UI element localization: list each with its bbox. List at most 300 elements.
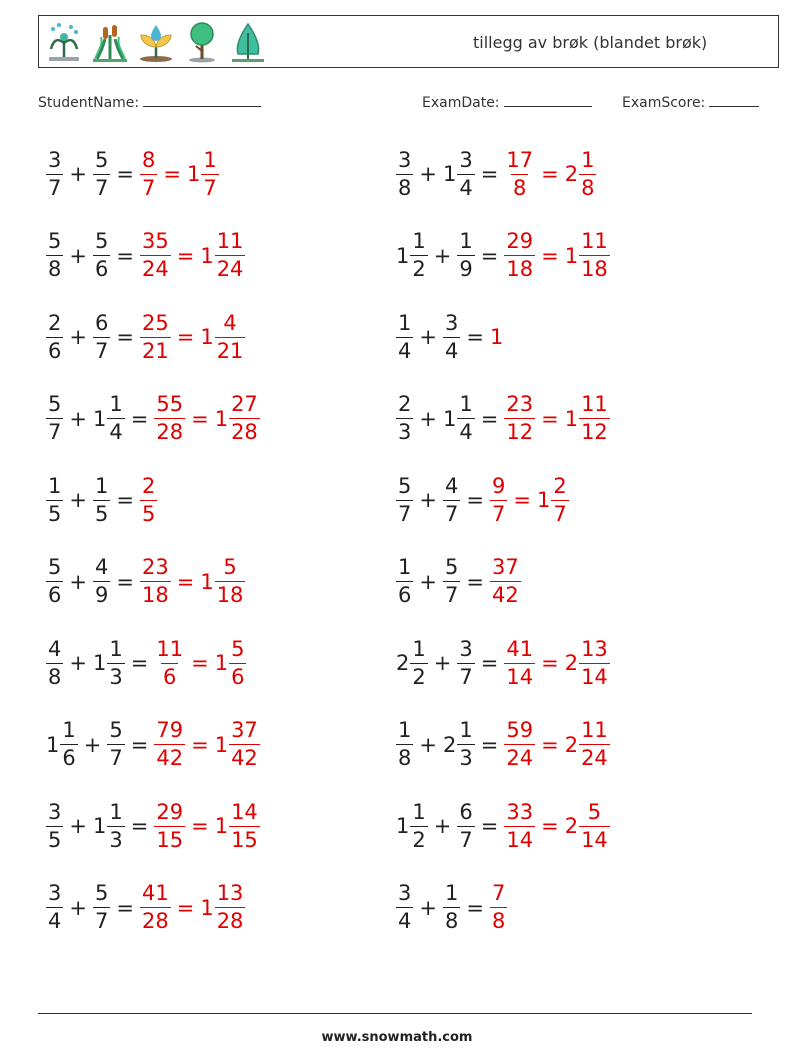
addend-a-whole: 2 (396, 651, 410, 675)
addend-a-fraction-numerator: 3 (48, 799, 62, 824)
answer-improper (154, 636, 185, 689)
answer-improper (504, 394, 535, 443)
answer-mixed-fraction-denominator: 28 (216, 909, 244, 933)
plus-sign: + (69, 895, 87, 920)
answer-improper-numerator: 25 (141, 310, 169, 335)
equals-sign: = (466, 569, 484, 594)
addend-a-fraction (396, 310, 413, 363)
answer (154, 799, 259, 852)
round-tree-icon (183, 21, 221, 63)
addend-a-fraction (410, 231, 427, 280)
addend-a (46, 636, 63, 689)
answer-mixed (200, 557, 245, 606)
answer-mixed-fraction-denominator: 7 (203, 175, 217, 200)
answer-mixed-fraction-denominator: 14 (581, 827, 608, 852)
answer-improper (490, 473, 507, 526)
answer-mixed-whole: 2 (564, 732, 579, 757)
answer-mixed-fraction-numerator: 1 (581, 147, 595, 172)
answer-mixed-fraction-denominator: 15 (231, 827, 258, 852)
answer-mixed (564, 636, 610, 689)
addend-b (443, 883, 460, 932)
answer (140, 883, 245, 932)
addend-a-fraction (396, 147, 413, 200)
problem-9 (46, 470, 157, 530)
answer-improper (504, 231, 535, 280)
addend-b (443, 394, 475, 443)
equals-sign: = (116, 488, 134, 512)
answer-improper-numerator: 41 (141, 881, 169, 905)
answer-improper (154, 720, 185, 769)
exam-date-field[interactable] (422, 93, 592, 111)
addend-a (46, 557, 63, 606)
addend-b-whole: 1 (92, 814, 107, 838)
addend-a-fraction-denominator: 7 (398, 501, 412, 526)
answer (490, 473, 569, 526)
plus-sign: + (419, 732, 437, 757)
answer (154, 720, 259, 769)
addend-a-fraction-denominator: 2 (412, 257, 426, 281)
problem-4 (396, 226, 610, 286)
addend-b-fraction-numerator: 1 (109, 799, 123, 824)
addend-b-fraction (93, 883, 110, 932)
equals-sign: = (130, 406, 149, 431)
addend-a-fraction (46, 147, 63, 200)
problem-6 (396, 307, 504, 367)
plus-sign: + (69, 651, 87, 675)
answer (504, 636, 609, 689)
addend-b-fraction-numerator: 6 (459, 799, 473, 824)
footer-divider (38, 1013, 752, 1014)
addend-b-fraction (457, 394, 474, 443)
answer-improper-denominator: 42 (491, 583, 519, 607)
addend-b (442, 147, 475, 200)
addend-b-fraction-denominator: 4 (459, 420, 473, 444)
answer-mixed-whole: 2 (564, 814, 579, 838)
problem-1 (46, 144, 219, 204)
problem-8 (396, 389, 610, 449)
answer-improper-denominator: 8 (491, 909, 506, 933)
answer-mixed-fraction-denominator: 7 (553, 501, 567, 526)
student-name-line[interactable] (143, 93, 261, 107)
equals-sign: = (116, 162, 134, 186)
addend-a-whole: 1 (46, 732, 60, 757)
addend-a-whole: 1 (396, 243, 410, 268)
answer-improper (140, 473, 157, 526)
problem-16 (396, 715, 610, 775)
answer-mixed-whole: 1 (200, 325, 214, 349)
equals-sign: = (116, 325, 134, 349)
answer-mixed-fraction-numerator: 4 (223, 310, 237, 335)
answer-improper-numerator: 17 (506, 147, 534, 172)
addend-b-fraction-numerator: 5 (94, 881, 109, 905)
addend-a-fraction (46, 883, 63, 932)
answer-improper-numerator: 23 (141, 555, 169, 579)
plus-sign: + (69, 406, 87, 431)
addend-b-fraction (443, 310, 460, 363)
addend-b-whole: 1 (442, 162, 457, 186)
addend-a-fraction (60, 720, 77, 769)
answer (504, 394, 609, 443)
plus-sign: + (419, 162, 437, 186)
answer-mixed-fraction (215, 231, 246, 280)
answer-mixed-fraction-numerator: 11 (581, 718, 608, 742)
addend-b-whole: 2 (442, 732, 457, 757)
addend-b-fraction (93, 147, 110, 200)
addend-b-fraction-denominator: 7 (459, 664, 473, 689)
plus-sign: + (69, 243, 87, 268)
addend-b-fraction (457, 720, 474, 769)
addend-a (396, 147, 413, 200)
answer-mixed-whole: 1 (214, 651, 229, 675)
answer-improper (490, 883, 507, 932)
addend-b-fraction-numerator: 3 (459, 636, 473, 661)
answer-mixed-fraction (215, 557, 246, 606)
answer-mixed (536, 473, 569, 526)
answer-improper-denominator: 6 (163, 664, 177, 689)
addend-b-fraction-denominator: 9 (459, 257, 473, 281)
student-name-field[interactable] (38, 93, 261, 111)
answer-improper-numerator: 29 (156, 799, 184, 824)
answer-mixed-fraction-denominator: 6 (231, 664, 245, 689)
addend-b-fraction (457, 231, 474, 280)
answer-mixed-fraction (579, 147, 596, 200)
answer-mixed-fraction-numerator: 13 (581, 636, 608, 661)
addend-b-fraction (107, 799, 124, 852)
answer-mixed-fraction-numerator: 11 (581, 392, 608, 416)
answer-improper (140, 147, 157, 200)
addend-a-fraction-denominator: 4 (398, 909, 412, 933)
answer-mixed-fraction (551, 473, 568, 526)
answer-improper-denominator: 24 (506, 746, 534, 770)
answer-mixed-fraction (579, 636, 610, 689)
problem-20 (396, 878, 507, 938)
answer-equals-sign: = (191, 814, 209, 838)
watering-plant-icon (45, 21, 83, 63)
addend-b-fraction (457, 799, 474, 852)
answer-improper-numerator: 7 (491, 881, 506, 905)
addend-b-fraction-denominator: 3 (109, 827, 123, 852)
addend-a-fraction-denominator: 4 (48, 909, 62, 933)
plus-sign: + (69, 325, 87, 349)
addend-a-fraction-numerator: 1 (398, 555, 412, 579)
addend-b (457, 799, 474, 852)
answer-mixed-whole: 2 (564, 162, 579, 186)
answer-improper-denominator: 15 (156, 827, 184, 852)
answer-whole: 1 (489, 325, 504, 349)
addend-b-fraction-denominator: 4 (444, 338, 459, 363)
equals-sign: = (480, 406, 499, 431)
answer-improper-numerator: 35 (141, 229, 169, 253)
addend-a (46, 394, 63, 443)
addend-b (93, 883, 110, 932)
addend-b-fraction-numerator: 1 (459, 718, 473, 742)
answer-improper-denominator: 7 (141, 175, 156, 200)
addend-a-fraction-denominator: 6 (48, 338, 62, 363)
addend-b (443, 720, 475, 769)
exam-score-line[interactable] (709, 93, 759, 107)
addend-a-fraction-numerator: 1 (398, 310, 412, 335)
addend-a-fraction (46, 557, 63, 606)
addend-a-fraction (410, 799, 427, 852)
equals-sign: = (116, 569, 134, 594)
answer-improper (154, 799, 185, 852)
addend-b-fraction (107, 394, 124, 443)
answer-equals-sign: = (191, 406, 209, 431)
addend-a-fraction-numerator: 1 (48, 473, 62, 498)
answer (504, 799, 609, 852)
addend-b-fraction-denominator: 7 (109, 746, 123, 770)
addend-b-fraction (457, 636, 474, 689)
addend-b (443, 310, 460, 363)
answer-mixed-fraction (229, 636, 246, 689)
answer-improper-denominator: 12 (506, 420, 534, 444)
addend-a-fraction-numerator: 5 (48, 229, 62, 253)
answer-improper-numerator: 23 (506, 392, 534, 416)
answer-equals-sign: = (176, 569, 195, 594)
addend-b-fraction (443, 557, 460, 606)
addend-b (107, 720, 124, 769)
answer-mixed (186, 147, 219, 200)
answer-equals-sign: = (176, 243, 195, 268)
answer-mixed-whole: 1 (214, 814, 229, 838)
exam-score-field[interactable] (622, 93, 759, 111)
addend-a-fraction (46, 394, 63, 443)
answer-equals-sign: = (541, 814, 559, 838)
answer-equals-sign: = (191, 732, 209, 757)
problem-18 (396, 796, 610, 856)
answer-mixed-fraction (229, 394, 260, 443)
problem-14 (396, 633, 610, 693)
answer-mixed-fraction (215, 883, 246, 932)
answer-improper-denominator: 42 (156, 746, 184, 770)
equals-sign: = (466, 488, 484, 512)
pine-tree-icon (229, 21, 267, 63)
answer-mixed-fraction (579, 799, 610, 852)
answer-improper-numerator: 37 (491, 555, 519, 579)
addend-a-fraction (46, 799, 63, 852)
addend-b-fraction-numerator: 6 (94, 310, 109, 335)
addend-b-fraction (107, 636, 124, 689)
problem-10 (396, 470, 569, 530)
addend-b-fraction (457, 147, 474, 200)
addend-b-fraction-numerator: 1 (109, 392, 123, 416)
answer-mixed-fraction-denominator: 18 (581, 257, 608, 281)
header-icons (45, 21, 267, 63)
answer-improper-denominator: 7 (491, 501, 506, 526)
addend-a-fraction-numerator: 4 (48, 636, 62, 661)
addend-a-fraction (396, 394, 413, 443)
answer-mixed-fraction-numerator: 14 (231, 799, 258, 824)
addend-a-fraction-numerator: 3 (48, 881, 62, 905)
addend-b-fraction-numerator: 5 (94, 147, 109, 172)
addend-a-fraction-numerator: 1 (412, 636, 426, 661)
addend-b-fraction-denominator: 7 (94, 338, 109, 363)
addend-a (396, 231, 428, 280)
answer-improper-denominator: 14 (506, 664, 534, 689)
addend-a-fraction-denominator: 8 (48, 664, 62, 689)
answer-improper (504, 636, 535, 689)
answer-mixed-fraction-numerator: 11 (581, 229, 608, 253)
addend-a-fraction-denominator: 8 (398, 175, 412, 200)
addend-b (93, 310, 110, 363)
equals-sign: = (480, 162, 499, 186)
answer-mixed-whole: 1 (214, 406, 229, 431)
answer-equals-sign: = (541, 162, 559, 186)
addend-a-fraction-numerator: 5 (48, 555, 62, 579)
addend-b-fraction-denominator: 6 (94, 257, 109, 281)
answer (140, 310, 245, 363)
addend-a-fraction-denominator: 6 (62, 746, 76, 770)
addend-a-fraction-denominator: 5 (48, 827, 62, 852)
plus-sign: + (419, 895, 437, 920)
answer (140, 147, 219, 200)
answer-mixed-fraction (579, 720, 610, 769)
problem-2 (396, 144, 596, 204)
answer-improper (140, 231, 171, 280)
addend-b-fraction-numerator: 5 (94, 229, 109, 253)
answer-mixed (564, 799, 610, 852)
answer-mixed-whole: 1 (200, 569, 214, 594)
addend-a-fraction-denominator: 5 (48, 501, 62, 526)
addend-b-whole: 1 (92, 651, 107, 675)
addend-b-fraction-numerator: 3 (459, 147, 473, 172)
answer-mixed-fraction-numerator: 11 (216, 229, 244, 253)
answer-mixed-fraction-denominator: 24 (216, 257, 244, 281)
addend-b-fraction-numerator: 1 (444, 881, 459, 905)
addend-a-fraction (396, 883, 413, 932)
sprout-drop-icon (137, 21, 175, 63)
addend-a-fraction-numerator: 2 (398, 392, 412, 416)
addend-a (46, 473, 63, 526)
addend-b-fraction-denominator: 7 (444, 583, 459, 607)
answer-mixed-fraction (579, 231, 610, 280)
addend-b-fraction-numerator: 4 (444, 473, 459, 498)
equals-sign: = (466, 895, 484, 920)
addend-b-fraction-denominator: 7 (459, 827, 473, 852)
addend-b-fraction-denominator: 7 (94, 909, 109, 933)
answer-mixed-fraction-numerator: 37 (231, 718, 258, 742)
equals-sign: = (130, 814, 149, 838)
addend-b-fraction-denominator: 8 (444, 909, 459, 933)
addend-a-fraction-denominator: 2 (412, 827, 426, 852)
addend-b (92, 636, 125, 689)
answer-improper-denominator: 21 (141, 338, 169, 363)
answer-equals-sign: = (176, 325, 195, 349)
addend-a-fraction (410, 636, 427, 689)
answer-improper-numerator: 79 (156, 718, 184, 742)
answer-improper-denominator: 18 (141, 583, 169, 607)
answer-mixed-whole: 1 (200, 243, 214, 268)
addend-a (46, 720, 78, 769)
problem-11 (46, 552, 245, 612)
addend-a-fraction-denominator: 7 (48, 175, 62, 200)
answer-improper-numerator: 29 (506, 229, 534, 253)
addend-a-fraction-numerator: 1 (62, 718, 76, 742)
answer-mixed-fraction (229, 720, 260, 769)
addend-b-fraction (443, 883, 460, 932)
answer (140, 557, 245, 606)
addend-a-fraction-numerator: 3 (48, 147, 62, 172)
equals-sign: = (130, 651, 149, 675)
addend-a (396, 473, 413, 526)
student-name-label: StudentName: (38, 95, 140, 111)
plus-sign: + (433, 243, 452, 268)
addend-a-fraction-denominator: 3 (398, 420, 412, 444)
addend-b-fraction (93, 231, 110, 280)
problem-19 (46, 878, 245, 938)
addend-b (93, 231, 110, 280)
addend-a (396, 799, 428, 852)
plus-sign: + (69, 569, 87, 594)
answer-improper-denominator: 14 (506, 827, 534, 852)
plus-sign: + (83, 732, 102, 757)
equals-sign: = (480, 651, 499, 675)
answer-mixed (200, 883, 245, 932)
footer-site: www.snowmath.com (321, 1030, 473, 1045)
answer-mixed (215, 720, 260, 769)
addend-a (396, 883, 413, 932)
answer-improper (140, 310, 171, 363)
addend-a (396, 720, 413, 769)
answer-improper-denominator: 18 (506, 257, 534, 281)
answer-improper-numerator: 33 (506, 799, 534, 824)
exam-score-label: ExamScore: (622, 95, 706, 111)
answer-improper-denominator: 5 (141, 501, 156, 526)
answer (504, 147, 596, 200)
answer (140, 473, 157, 526)
plus-sign: + (69, 488, 87, 512)
addend-a-fraction-numerator: 1 (398, 718, 412, 742)
answer-mixed (214, 636, 247, 689)
plus-sign: + (419, 325, 437, 349)
addend-b (93, 394, 125, 443)
answer-mixed-fraction-numerator: 5 (587, 799, 602, 824)
answer-mixed (200, 231, 245, 280)
answer (504, 720, 609, 769)
answer-improper (154, 394, 185, 443)
addend-b (457, 231, 474, 280)
addend-b (93, 557, 110, 606)
answer-mixed-fraction-numerator: 13 (216, 881, 244, 905)
addend-b-fraction-numerator: 4 (94, 555, 109, 579)
answer-mixed-fraction-denominator: 18 (216, 583, 244, 607)
answer (154, 394, 259, 443)
answer-mixed-fraction-numerator: 1 (203, 147, 217, 172)
answer-mixed-fraction-numerator: 5 (223, 555, 237, 579)
answer-mixed-fraction-denominator: 8 (581, 175, 595, 200)
addend-a-fraction (396, 720, 413, 769)
answer-mixed-whole: 2 (564, 651, 579, 675)
answer-mixed (565, 720, 610, 769)
addend-a-fraction-denominator: 8 (48, 257, 62, 281)
answer-improper-denominator: 28 (156, 420, 184, 444)
addend-b (92, 799, 125, 852)
answer-improper (504, 799, 535, 852)
addend-b-fraction-numerator: 1 (459, 392, 473, 416)
answer-equals-sign: = (541, 651, 559, 675)
answer-mixed (564, 147, 597, 200)
answer (490, 557, 521, 606)
addend-b-fraction-denominator: 4 (109, 420, 123, 444)
addend-a-fraction (396, 473, 413, 526)
plus-sign: + (69, 162, 87, 186)
exam-date-line[interactable] (504, 93, 592, 107)
addend-a-fraction-denominator: 6 (48, 583, 62, 607)
addend-a (46, 799, 63, 852)
addend-b (443, 557, 460, 606)
answer-mixed-fraction-denominator: 14 (581, 664, 608, 689)
addend-a-fraction (46, 310, 63, 363)
